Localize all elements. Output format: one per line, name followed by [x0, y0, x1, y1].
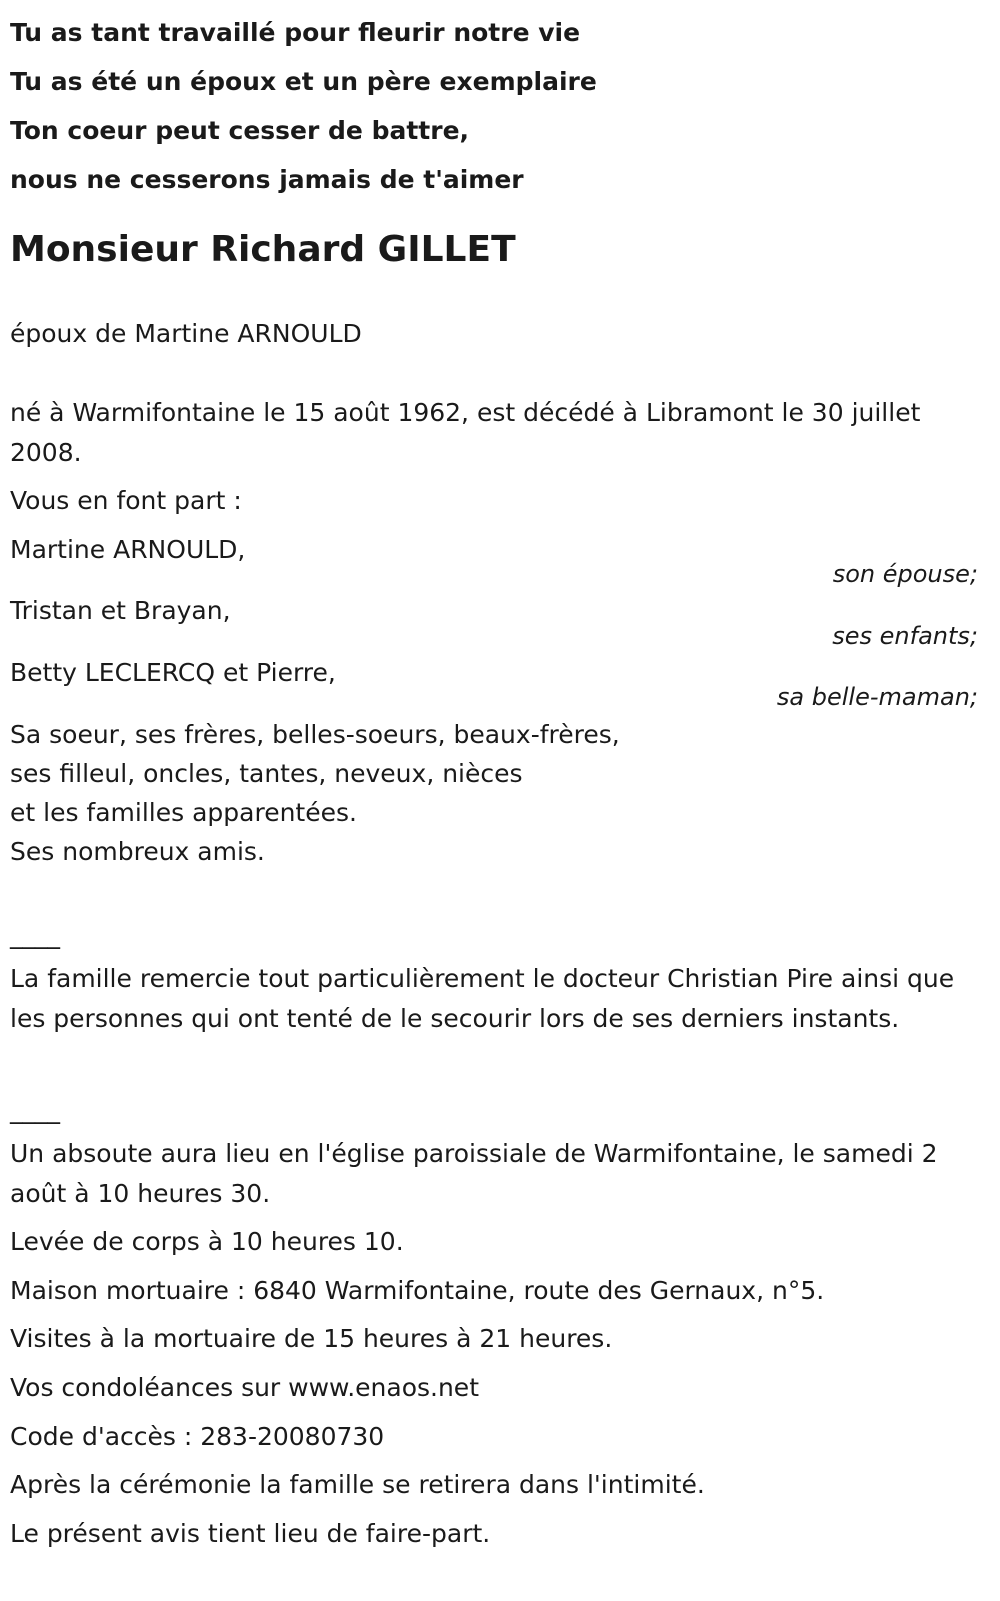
- poem-line: Tu as tant travaillé pour fleurir notre vie: [10, 18, 581, 47]
- relatives-line: Ses nombreux amis.: [10, 837, 265, 866]
- thanks-text: La famille remercie tout particulièrement le docteur Christian Pire ainsi que les personnes qui ont tenté de le secourir lors de ses derniers instants.: [10, 964, 955, 1033]
- spouse-line: époux de Martine ARNOULD: [10, 319, 362, 348]
- relatives-line: ses filleul, oncles, tantes, neveux, nièces: [10, 759, 523, 788]
- detail-line: Visites à la mortuaire de 15 heures à 21 heures.: [10, 1324, 613, 1353]
- family-member-relation: ses enfants;: [832, 622, 978, 650]
- relatives-line: Sa soeur, ses frères, belles-soeurs, beaux-frères,: [10, 720, 620, 749]
- family-member-name: Betty LECLERCQ et Pierre,: [10, 658, 336, 687]
- detail-line: Levée de corps à 10 heures 10.: [10, 1227, 404, 1256]
- poem-line: Ton coeur peut cesser de battre,: [10, 116, 470, 145]
- detail-line: Code d'accès : 283-20080730: [10, 1422, 385, 1451]
- separator: ____: [10, 1095, 60, 1124]
- birth-death-text: né à Warmifontaine le 15 août 1962, est décédé à Libramont le 30 juillet 2008.: [10, 398, 921, 467]
- separator: ____: [10, 920, 60, 949]
- detail-line: Vos condoléances sur www.enaos.net: [10, 1373, 479, 1402]
- family-member-relation: sa belle-maman;: [776, 683, 978, 711]
- ceremony-text: Un absoute aura lieu en l'église paroissiale de Warmifontaine, le samedi 2 août à 10 heures 30.: [10, 1139, 938, 1208]
- poem-line: Tu as été un époux et un père exemplaire: [10, 67, 597, 96]
- poem-line: nous ne cesserons jamais de t'aimer: [10, 165, 524, 194]
- family-member-name: Martine ARNOULD,: [10, 535, 246, 564]
- deceased-name: Monsieur Richard GILLET: [10, 229, 516, 270]
- family-member-relation: son épouse;: [832, 560, 978, 588]
- poem: [10, 0, 990, 204]
- detail-line: Maison mortuaire : 6840 Warmifontaine, route des Gernaux, n°5.: [10, 1276, 825, 1305]
- family-member-name: Tristan et Brayan,: [10, 596, 231, 625]
- detail-line: Le présent avis tient lieu de faire-part.: [10, 1519, 491, 1548]
- relatives-line: et les familles apparentées.: [10, 798, 357, 827]
- announce-text: Vous en font part :: [10, 486, 242, 515]
- detail-line: Après la cérémonie la famille se retirera dans l'intimité.: [10, 1470, 705, 1499]
